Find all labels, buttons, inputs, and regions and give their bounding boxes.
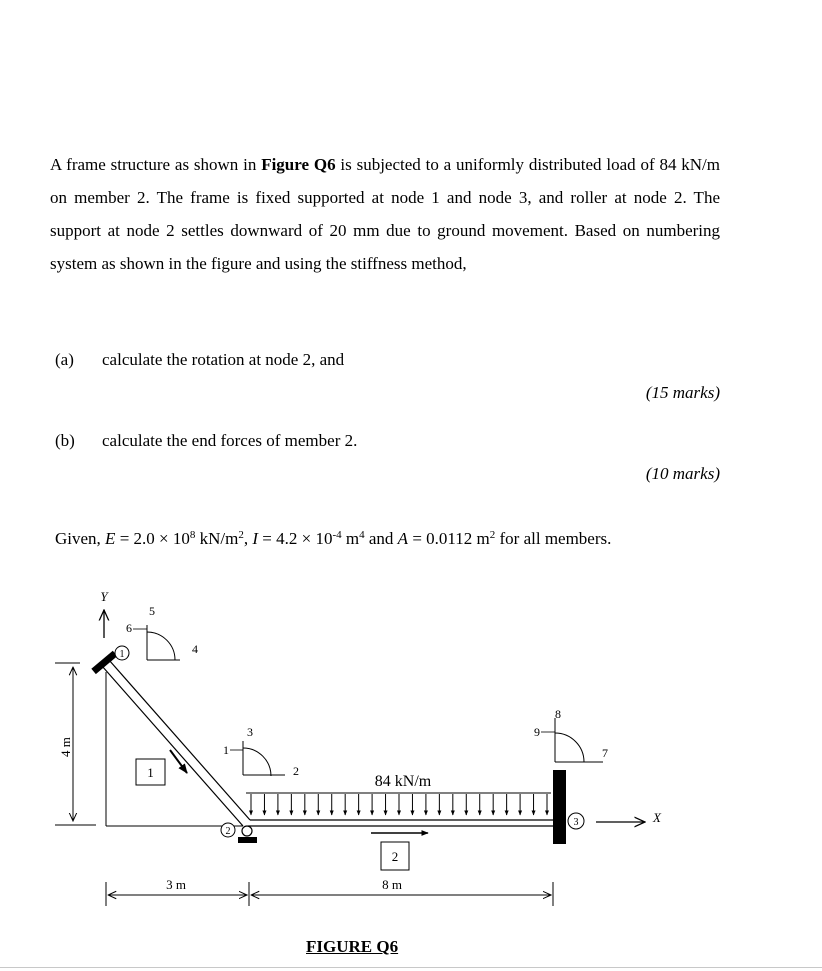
part-b-text: calculate the end forces of member 2. [102,431,358,450]
frame-diagram [0,580,822,910]
dof-label: 1 [223,743,229,757]
figure-title: FIGURE Q6 [306,937,399,956]
span-left-dimension-label: 3 m [166,877,186,892]
roller-base [238,837,257,843]
node-3-label: 3 [573,817,579,828]
separator: and [364,529,398,548]
e-unit-exponent: 2 [238,529,244,541]
page-bottom-divider [0,967,822,968]
rotation-arc [555,733,584,762]
x-axis-label: X [653,810,661,825]
dof-label: 5 [149,604,155,618]
part-a-label: (a) [55,350,74,369]
roller-support-node2 [242,826,252,836]
question-paragraph [50,148,720,280]
member-2-label: 2 [391,849,399,864]
rotation-arc [243,748,271,776]
i-unit: m [341,529,360,548]
member-1-edge [109,660,250,820]
fixed-support-node1 [91,651,117,674]
node-1-label: 1 [119,649,125,660]
dof-label: 2 [293,764,299,778]
e-symbol: E [105,529,116,548]
dof-label: 3 [247,725,253,739]
i-exponent: -4 [332,529,342,541]
i-unit-exponent: 4 [359,529,365,541]
dof-label: 9 [534,725,540,739]
node-2-label: 2 [225,826,231,837]
a-exponent: 2 [489,529,496,541]
y-axis-label: Y [100,589,108,604]
dof-label: 8 [555,707,561,721]
udl-arrows [251,794,547,815]
e-exponent: 8 [189,529,196,541]
load-label: 84 kN/m [374,773,432,790]
e-unit: kN/m [195,529,239,548]
member-1-edge [102,666,243,826]
member-1-label: 1 [147,765,154,780]
dof-label: 4 [192,642,198,656]
i-symbol: I [252,529,259,548]
given-suffix: for all members. [495,529,612,548]
part-a-marks: (15 marks) [645,383,720,402]
given-properties [55,529,611,549]
height-dimension-label: 4 m [58,737,73,757]
i-value: = 4.2 × 10 [258,529,333,548]
a-symbol: A [397,529,409,548]
e-value: = 2.0 × 10 [115,529,190,548]
fixed-support-node3 [553,770,566,844]
given-prefix: Given, [55,529,106,548]
dof-label: 6 [126,621,132,635]
part-b-marks: (10 marks) [645,464,720,483]
intro-part2: is subjected to a uniformly distributed load of 84 kN/m on member 2. The frame is fixed supported at node 1 and node 3, and roller at node 2. The support at node 2 settles downward of 20 mm due to ground movement. Based on numbering system as shown in the figure and using the stiffness method, [50,155,721,273]
dof-label: 7 [602,746,608,760]
rotation-arc [147,632,175,660]
part-a-text: calculate the rotation at node 2, and [102,350,345,369]
part-b-label: (b) [55,431,75,450]
separator: , [243,529,253,548]
intro-part1: A frame structure as shown in [50,155,262,174]
a-value: = 0.0112 m [408,529,490,548]
span-right-dimension-label: 8 m [382,877,402,892]
figure-reference: Figure Q6 [261,155,336,174]
